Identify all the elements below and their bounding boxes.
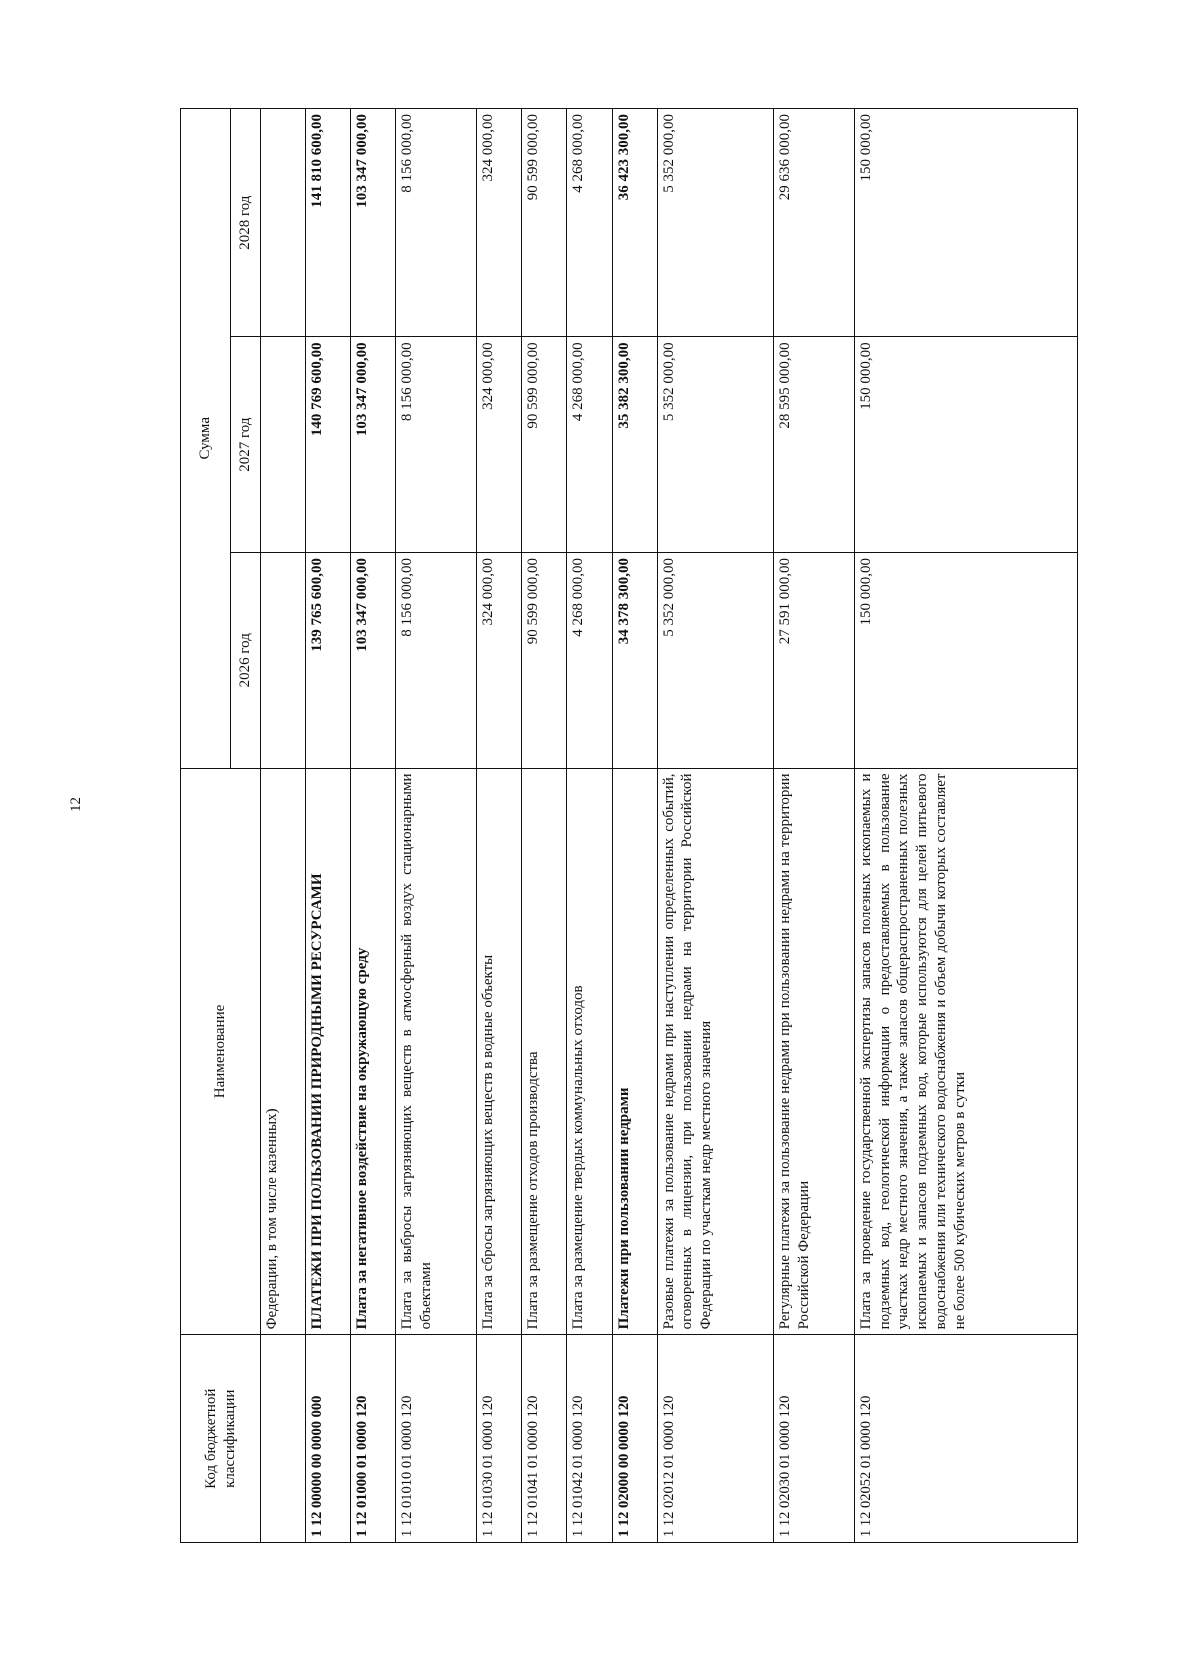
cell-code: 1 12 01030 01 0000 120 — [477, 1335, 522, 1543]
cell-2027: 28 595 000,00 — [774, 337, 855, 553]
cell-2028: 324 000,00 — [477, 109, 522, 337]
cell-2028: 141 810 600,00 — [306, 109, 351, 337]
cell-code: 1 12 01041 01 0000 120 — [522, 1335, 567, 1543]
cell-2028: 4 268 000,00 — [567, 109, 612, 337]
cell-name: Плата за негативное воздействие на окружающую среду — [351, 768, 396, 1335]
cell-2026: 8 156 000,00 — [396, 552, 477, 768]
cell-name: Федерации, в том числе казенных) — [261, 768, 306, 1335]
budget-table-container — [180, 108, 1078, 1543]
cell-name: Регулярные платежи за пользование недрами при пользовании недрами на территории Российской Федерации — [774, 768, 855, 1335]
table-row — [612, 109, 657, 1543]
cell-2026: 90 599 000,00 — [522, 552, 567, 768]
budget-table — [180, 108, 1078, 1543]
cell-2028: 29 636 000,00 — [774, 109, 855, 337]
table-row — [396, 109, 477, 1543]
cell-2028: 90 599 000,00 — [522, 109, 567, 337]
cell-code — [261, 1335, 306, 1543]
cell-name: Разовые платежи за пользование недрами при наступлении определенных событий, оговоренных в лицензии, при пользовании недрами на территории Российской Федерации по участкам недр местного значения — [657, 768, 773, 1335]
cell-code: 1 12 00000 00 0000 000 — [306, 1335, 351, 1543]
cell-code: 1 12 02000 00 0000 120 — [612, 1335, 657, 1543]
header-year-2027: 2027 год — [231, 337, 261, 553]
table-body — [261, 109, 1078, 1543]
cell-2026: 27 591 000,00 — [774, 552, 855, 768]
cell-2026: 150 000,00 — [854, 552, 1077, 768]
cell-name: Плата за размещение отходов производства — [522, 768, 567, 1335]
table-row — [567, 109, 612, 1543]
table-row — [261, 109, 306, 1543]
cell-2027 — [261, 337, 306, 553]
cell-code: 1 12 01042 01 0000 120 — [567, 1335, 612, 1543]
cell-2026: 34 378 300,00 — [612, 552, 657, 768]
cell-2028 — [261, 109, 306, 337]
header-sum: Сумма — [181, 109, 231, 769]
header-year-2028: 2028 год — [231, 109, 261, 337]
cell-2028: 103 347 000,00 — [351, 109, 396, 337]
cell-2026: 139 765 600,00 — [306, 552, 351, 768]
cell-2028: 36 423 300,00 — [612, 109, 657, 337]
cell-code: 1 12 01000 01 0000 120 — [351, 1335, 396, 1543]
cell-2027: 140 769 600,00 — [306, 337, 351, 553]
cell-2026: 5 352 000,00 — [657, 552, 773, 768]
header-code: Код бюджетной классификации — [181, 1335, 261, 1543]
cell-2026: 4 268 000,00 — [567, 552, 612, 768]
cell-2027: 90 599 000,00 — [522, 337, 567, 553]
table-row — [351, 109, 396, 1543]
cell-2026: 324 000,00 — [477, 552, 522, 768]
cell-name: Плата за выбросы загрязняющих веществ в атмосферный воздух стационарными объектами — [396, 768, 477, 1335]
cell-2027: 35 382 300,00 — [612, 337, 657, 553]
cell-2028: 150 000,00 — [854, 109, 1077, 337]
table-row — [522, 109, 567, 1543]
table-row — [657, 109, 773, 1543]
cell-2027: 5 352 000,00 — [657, 337, 773, 553]
header-year-2026: 2026 год — [231, 552, 261, 768]
cell-code: 1 12 01010 01 0000 120 — [396, 1335, 477, 1543]
cell-2028: 8 156 000,00 — [396, 109, 477, 337]
cell-code: 1 12 02012 01 0000 120 — [657, 1335, 773, 1543]
cell-name: Плата за проведение государственной экспертизы запасов полезных ископаемых и подземных вод, геологической информации о предоставляемых в пользование участках недр местного значения, а также запасов общераспространенных полезных ископаемых и запасов подземных вод, которые используются для целей питьевого водоснабжения или технического водоснабжения и объем добычи которых составляет не более 500 кубических метров в сутки — [854, 768, 1077, 1335]
cell-name: Плата за сбросы загрязняющих веществ в водные объекты — [477, 768, 522, 1335]
table-row — [306, 109, 351, 1543]
header-name: Наименование — [181, 768, 261, 1335]
cell-code: 1 12 02030 01 0000 120 — [774, 1335, 855, 1543]
cell-2026 — [261, 552, 306, 768]
table-row — [477, 109, 522, 1543]
cell-2027: 103 347 000,00 — [351, 337, 396, 553]
cell-2027: 4 268 000,00 — [567, 337, 612, 553]
cell-2027: 8 156 000,00 — [396, 337, 477, 553]
cell-2027: 150 000,00 — [854, 337, 1077, 553]
cell-name: ПЛАТЕЖИ ПРИ ПОЛЬЗОВАНИИ ПРИРОДНЫМИ РЕСУРСАМИ — [306, 768, 351, 1335]
cell-code: 1 12 02052 01 0000 120 — [854, 1335, 1077, 1543]
cell-2028: 5 352 000,00 — [657, 109, 773, 337]
cell-name: Платежи при пользовании недрами — [612, 768, 657, 1335]
table-row — [774, 109, 855, 1543]
table-row — [854, 109, 1077, 1543]
cell-name: Плата за размещение твердых коммунальных отходов — [567, 768, 612, 1335]
cell-2026: 103 347 000,00 — [351, 552, 396, 768]
cell-2027: 324 000,00 — [477, 337, 522, 553]
page-number: 12 — [68, 797, 84, 812]
